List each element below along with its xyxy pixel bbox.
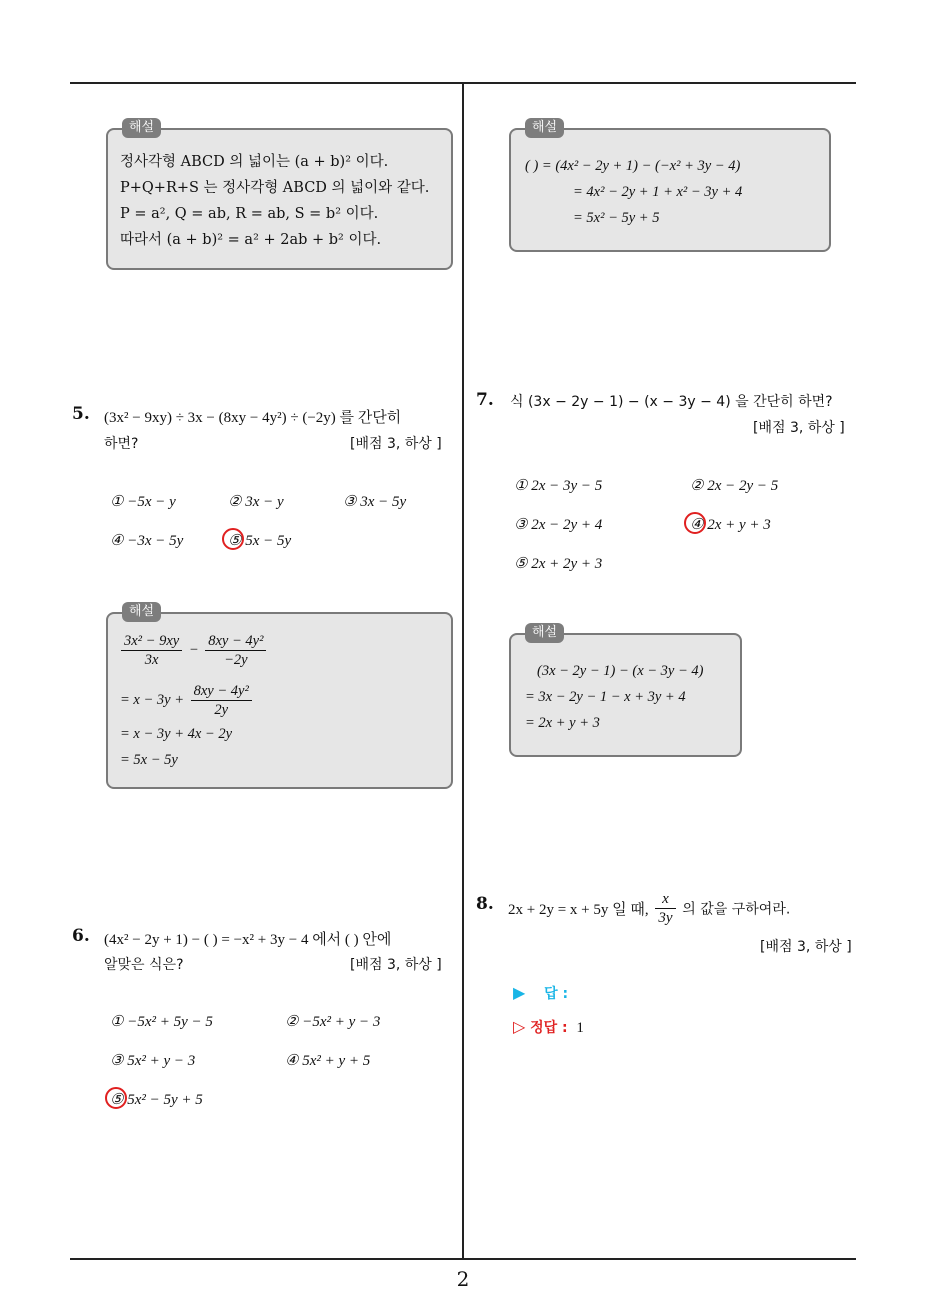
solution-line-1: (3x − 2y − 1) − (x − 3y − 4)	[537, 663, 704, 679]
answer-mark-circle	[684, 512, 706, 534]
q5-option-4[interactable]: ④ −3x − 5y	[110, 533, 184, 549]
question-number-6: 6.	[72, 926, 90, 946]
q6-option-3[interactable]: ③ 5x² + y − 3	[110, 1053, 196, 1069]
solution-tag: 해설	[122, 602, 161, 622]
answer-mark-circle	[105, 1087, 127, 1109]
solution-tag: 해설	[525, 623, 564, 643]
solution-line: 따라서 (a + b)² = a² + 2ab + b² 이다.	[120, 232, 382, 248]
solution-line-2: = 4x² − 2y + 1 + x² − 3y + 4	[573, 184, 743, 200]
q6-option-2[interactable]: ② −5x² + y − 3	[285, 1014, 381, 1030]
solution-box-q6	[509, 120, 831, 252]
answer-mark-circle	[222, 528, 244, 550]
correct-answer-value: 1	[576, 1020, 584, 1036]
triangle-outline-icon: ▷	[513, 1017, 526, 1036]
solution-line-3: = 2x + y + 3	[525, 715, 600, 731]
question-6-points: [배점 3, 하상 ]	[350, 957, 442, 973]
question-8-text: 2x + 2y = x + 5y 일 때, $\frac{x}{3y}$ 의 값을 구하여라.	[508, 891, 791, 926]
question-number-8: 8.	[476, 894, 494, 914]
q5-option-5[interactable]: ⑤ 5x − 5y	[228, 533, 292, 549]
answer-label: 답 :	[544, 986, 569, 1002]
fraction: $\frac{\text{8xy − 4y²}}{-2y}$	[205, 632, 266, 669]
answer-row	[513, 983, 568, 1003]
question-5-points: [배점 3, 하상 ]	[350, 436, 442, 452]
q7-option-3[interactable]: ③ 2x − 2y + 4	[514, 517, 603, 533]
solution-line-1: $\frac{\text{3x² − 9xy}}{3x}$ − $\frac{\text{8xy − 4y²}}{-2y}$	[118, 632, 269, 669]
solution-box-q7	[509, 625, 742, 757]
question-7-text: 식 (3x − 2y − 1) − (x − 3y − 4) 을 간단히 하면?	[510, 394, 833, 410]
q7-option-5[interactable]: ⑤ 2x + 2y + 3	[514, 556, 603, 572]
solution-line-3: = 5x² − 5y + 5	[573, 210, 660, 226]
solution-line: 정사각형 ABCD 의 넓이는 (a + b)² 이다.	[120, 154, 389, 170]
q5-option-1[interactable]: ① −5x − y	[110, 494, 176, 510]
solution-line: P+Q+R+S 는 정사각형 ABCD 의 넓이와 같다.	[120, 180, 430, 196]
solution-tag: 해설	[122, 118, 161, 138]
play-icon: ▶	[513, 983, 526, 1002]
correct-answer-label: 정답 :	[530, 1020, 568, 1036]
q7-option-1[interactable]: ① 2x − 3y − 5	[514, 478, 603, 494]
question-number-5: 5.	[72, 404, 90, 424]
question-6-text-cont: 알맞은 식은?	[104, 957, 184, 973]
correct-answer-row	[513, 1017, 584, 1037]
question-6-text: (4x² − 2y + 1) − ( ) = −x² + 3y − 4 에서 ( ) 안에	[104, 932, 392, 948]
q5-option-2[interactable]: ② 3x − y	[228, 494, 284, 510]
question-7-points: [배점 3, 하상 ]	[753, 420, 845, 436]
column-divider	[462, 82, 464, 1260]
q6-option-4[interactable]: ④ 5x² + y + 5	[285, 1053, 371, 1069]
q7-option-2[interactable]: ② 2x − 2y − 5	[690, 478, 779, 494]
q5-option-3[interactable]: ③ 3x − 5y	[343, 494, 407, 510]
solution-tag: 해설	[525, 118, 564, 138]
solution-box-q4	[106, 120, 453, 270]
page-number: 2	[456, 1267, 470, 1291]
solution-box-q5	[106, 604, 453, 789]
question-number-7: 7.	[476, 390, 494, 410]
q6-option-5[interactable]: ⑤ 5x² − 5y + 5	[110, 1092, 203, 1108]
solution-line-2: = x − 3y + $\frac{\text{8xy − 4y²}}{2y}$	[120, 682, 255, 719]
solution-line-1: ( ) = (4x² − 2y + 1) − (−x² + 3y − 4)	[525, 158, 741, 174]
fraction: $\frac{\text{3x² − 9xy}}{3x}$	[121, 632, 182, 669]
fraction: $\frac{\text{8xy − 4y²}}{2y}$	[191, 682, 252, 719]
solution-line-3: = x − 3y + 4x − 2y	[120, 726, 233, 742]
bottom-rule	[70, 1258, 856, 1260]
fraction: $\frac{x}{3y}$	[655, 890, 675, 927]
solution-line-2: = 3x − 2y − 1 − x + 3y + 4	[525, 689, 686, 705]
q7-option-4[interactable]: ④ 2x + y + 3	[690, 517, 771, 533]
solution-line-4: = 5x − 5y	[120, 752, 178, 768]
q6-option-1[interactable]: ① −5x² + 5y − 5	[110, 1014, 213, 1030]
question-5-text-cont: 하면?	[104, 436, 139, 452]
question-5-text: (3x² − 9xy) ÷ 3x − (8xy − 4y²) ÷ (−2y) 를 간단히	[104, 410, 402, 426]
solution-line: P = a², Q = ab, R = ab, S = b² 이다.	[120, 206, 379, 222]
question-8-points: [배점 3, 하상 ]	[760, 939, 852, 955]
